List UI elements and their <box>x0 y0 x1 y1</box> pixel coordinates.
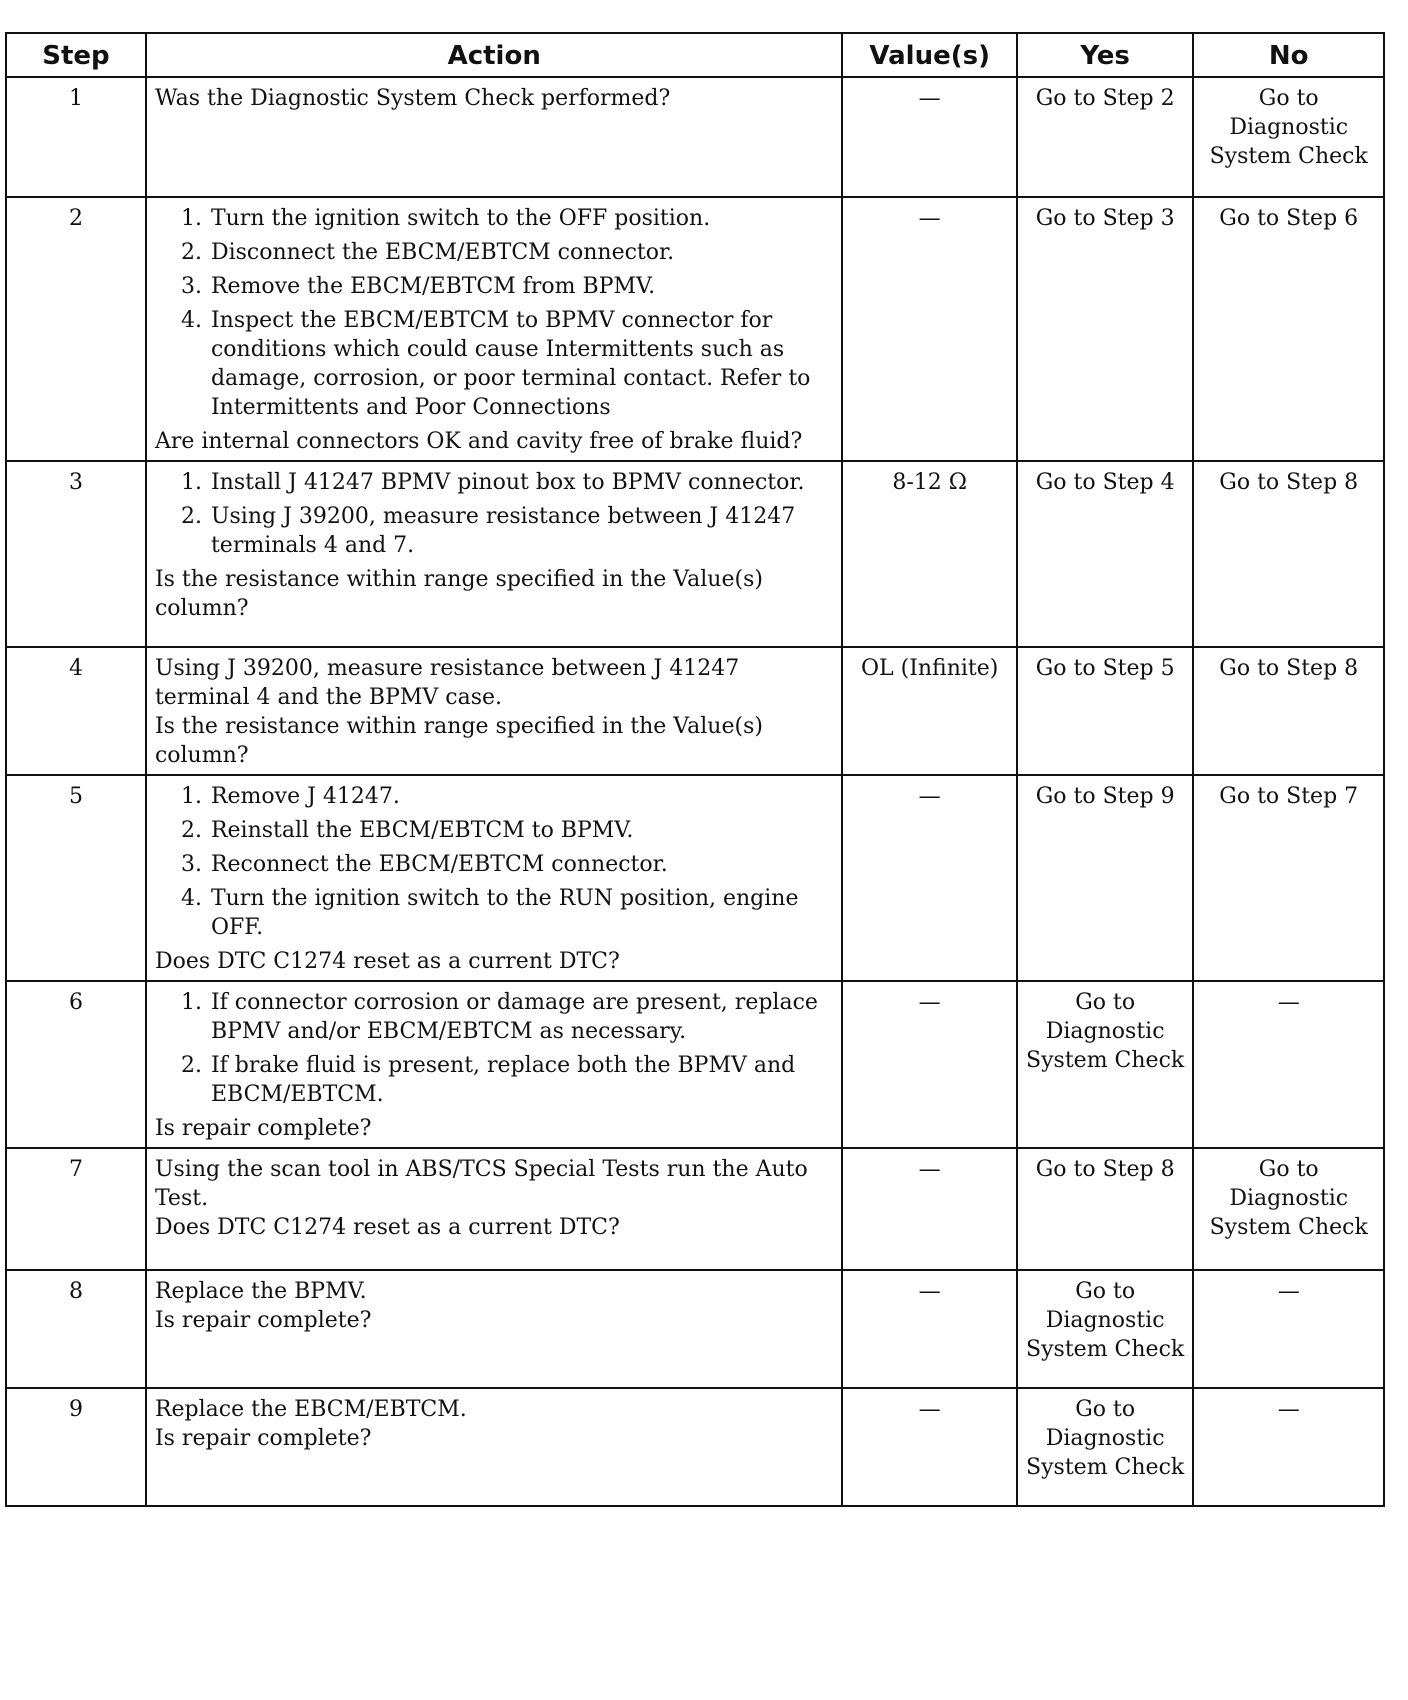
action-question: Are internal connectors OK and cavity free of brake fluid? <box>154 429 803 454</box>
list-item-text: Reinstall the EBCM/EBTCM to BPMV. <box>210 818 634 843</box>
header-action: Action <box>146 33 843 77</box>
list-item-text: If connector corrosion or damage are present, replace BPMV and/or EBCM/EBTCM as necessary. <box>210 990 818 1044</box>
step-number: 3 <box>6 461 146 647</box>
list-item-text: Disconnect the EBCM/EBTCM connector. <box>210 240 675 265</box>
yes-cell: Go to Step 9 <box>1017 775 1194 981</box>
table-row <box>6 461 1384 647</box>
list-item-text: Using J 39200, measure resistance between J 41247 terminals 4 and 7. <box>210 504 796 558</box>
list-item: 4. Turn the ignition switch to the RUN position, engine OFF. <box>180 886 799 940</box>
action-cell <box>146 461 843 647</box>
diagnostic-table <box>5 32 1385 1507</box>
list-item: 1. Remove J 41247. <box>180 784 400 809</box>
action-text: Was the Diagnostic System Check performed? <box>154 86 671 111</box>
list-item-text: Install J 41247 BPMV pinout box to BPMV connector. <box>210 470 805 495</box>
list-item-text: Remove J 41247. <box>210 784 400 809</box>
table-row <box>6 197 1384 461</box>
table-row <box>6 1388 1384 1506</box>
action-cell <box>146 197 843 461</box>
action-cell <box>146 1388 843 1506</box>
yes-cell: Go to Diagnostic System Check <box>1017 981 1194 1148</box>
no-cell: Go to Step 6 <box>1193 197 1384 461</box>
action-question: Is repair complete? <box>154 1116 372 1141</box>
list-item: 2. Disconnect the EBCM/EBTCM connector. <box>180 240 675 265</box>
action-steps-list <box>155 988 834 1109</box>
list-item: 1. Install J 41247 BPMV pinout box to BPMV connector. <box>180 470 805 495</box>
value-cell: 8-12 Ω <box>842 461 1016 647</box>
step-number: 6 <box>6 981 146 1148</box>
header-values: Value(s) <box>842 33 1016 77</box>
action-text: Replace the BPMV. <box>154 1279 367 1304</box>
yes-cell: Go to Step 8 <box>1017 1148 1194 1270</box>
action-text: Replace the EBCM/EBTCM. <box>154 1397 467 1422</box>
action-question: Is repair complete? <box>154 1308 372 1333</box>
list-item: 2. Using J 39200, measure resistance between J 41247 terminals 4 and 7. <box>180 504 796 558</box>
list-item-text: Reconnect the EBCM/EBTCM connector. <box>210 852 668 877</box>
action-text: Using J 39200, measure resistance between J 41247 terminal 4 and the BPMV case. <box>154 656 740 710</box>
list-item: 2. Reinstall the EBCM/EBTCM to BPMV. <box>180 818 634 843</box>
step-number: 5 <box>6 775 146 981</box>
yes-cell: Go to Diagnostic System Check <box>1017 1388 1194 1506</box>
list-item-text: Remove the EBCM/EBTCM from BPMV. <box>210 274 656 299</box>
action-question: Is the resistance within range specified in the Value(s) column? <box>154 714 763 768</box>
action-cell <box>146 981 843 1148</box>
list-item: 1. Turn the ignition switch to the OFF position. <box>180 206 711 231</box>
list-item: 2. If brake fluid is present, replace both the BPMV and EBCM/EBTCM. <box>180 1053 796 1107</box>
value-cell: — <box>842 1388 1016 1506</box>
action-cell <box>146 647 843 775</box>
no-cell: — <box>1193 1270 1384 1388</box>
action-question: Is the resistance within range specified in the Value(s) column? <box>154 567 763 621</box>
yes-cell: Go to Step 3 <box>1017 197 1194 461</box>
table-row <box>6 647 1384 775</box>
value-cell: — <box>842 981 1016 1148</box>
action-cell <box>146 775 843 981</box>
no-cell: Go to Step 8 <box>1193 461 1384 647</box>
header-yes: Yes <box>1017 33 1194 77</box>
value-cell: — <box>842 1148 1016 1270</box>
list-item: 3. Reconnect the EBCM/EBTCM connector. <box>180 852 668 877</box>
list-item: 4. Inspect the EBCM/EBTCM to BPMV connector for conditions which could cause Intermittents such as damage, corrosion, or poor terminal contact. Refer to Intermittents and Poor Connections <box>180 308 811 420</box>
action-question: Is repair complete? <box>154 1426 372 1451</box>
no-cell: Go to Diagnostic System Check <box>1193 1148 1384 1270</box>
value-cell: OL (Infinite) <box>842 647 1016 775</box>
list-item: 3. Remove the EBCM/EBTCM from BPMV. <box>180 274 656 299</box>
table-row <box>6 77 1384 197</box>
table-row <box>6 775 1384 981</box>
table-row <box>6 1270 1384 1388</box>
header-step: Step <box>6 33 146 77</box>
yes-cell: Go to Diagnostic System Check <box>1017 1270 1194 1388</box>
step-number: 8 <box>6 1270 146 1388</box>
header-no: No <box>1193 33 1384 77</box>
list-item: 1. If connector corrosion or damage are present, replace BPMV and/or EBCM/EBTCM as necessary. <box>180 990 818 1044</box>
no-cell: — <box>1193 981 1384 1148</box>
action-steps-list <box>155 782 834 942</box>
list-item-text: If brake fluid is present, replace both the BPMV and EBCM/EBTCM. <box>210 1053 796 1107</box>
action-cell <box>146 77 843 197</box>
table-row <box>6 1148 1384 1270</box>
list-item-text: Turn the ignition switch to the OFF position. <box>210 206 711 231</box>
action-steps-list <box>155 204 834 422</box>
step-number: 2 <box>6 197 146 461</box>
list-item-text: Inspect the EBCM/EBTCM to BPMV connector for conditions which could cause Intermittents such as damage, corrosion, or poor terminal contact. Refer to Intermittents and Poor Connections <box>210 308 811 420</box>
action-cell <box>146 1148 843 1270</box>
diagnostic-table-container <box>5 32 1385 1507</box>
step-number: 9 <box>6 1388 146 1506</box>
yes-cell: Go to Step 2 <box>1017 77 1194 197</box>
table-header-row <box>6 33 1384 77</box>
step-number: 1 <box>6 77 146 197</box>
action-steps-list <box>155 468 834 560</box>
action-text: Using the scan tool in ABS/TCS Special Tests run the Auto Test. <box>154 1157 808 1211</box>
value-cell: — <box>842 77 1016 197</box>
action-question: Does DTC C1274 reset as a current DTC? <box>154 1215 620 1240</box>
yes-cell: Go to Step 5 <box>1017 647 1194 775</box>
no-cell: — <box>1193 1388 1384 1506</box>
yes-cell: Go to Step 4 <box>1017 461 1194 647</box>
no-cell: Go to Step 8 <box>1193 647 1384 775</box>
no-cell: Go to Diagnostic System Check <box>1193 77 1384 197</box>
table-body <box>6 77 1384 1506</box>
step-number: 7 <box>6 1148 146 1270</box>
value-cell: — <box>842 1270 1016 1388</box>
action-cell <box>146 1270 843 1388</box>
value-cell: — <box>842 197 1016 461</box>
action-question: Does DTC C1274 reset as a current DTC? <box>154 949 620 974</box>
no-cell: Go to Step 7 <box>1193 775 1384 981</box>
step-number: 4 <box>6 647 146 775</box>
list-item-text: Turn the ignition switch to the RUN position, engine OFF. <box>210 886 799 940</box>
value-cell: — <box>842 775 1016 981</box>
table-row <box>6 981 1384 1148</box>
